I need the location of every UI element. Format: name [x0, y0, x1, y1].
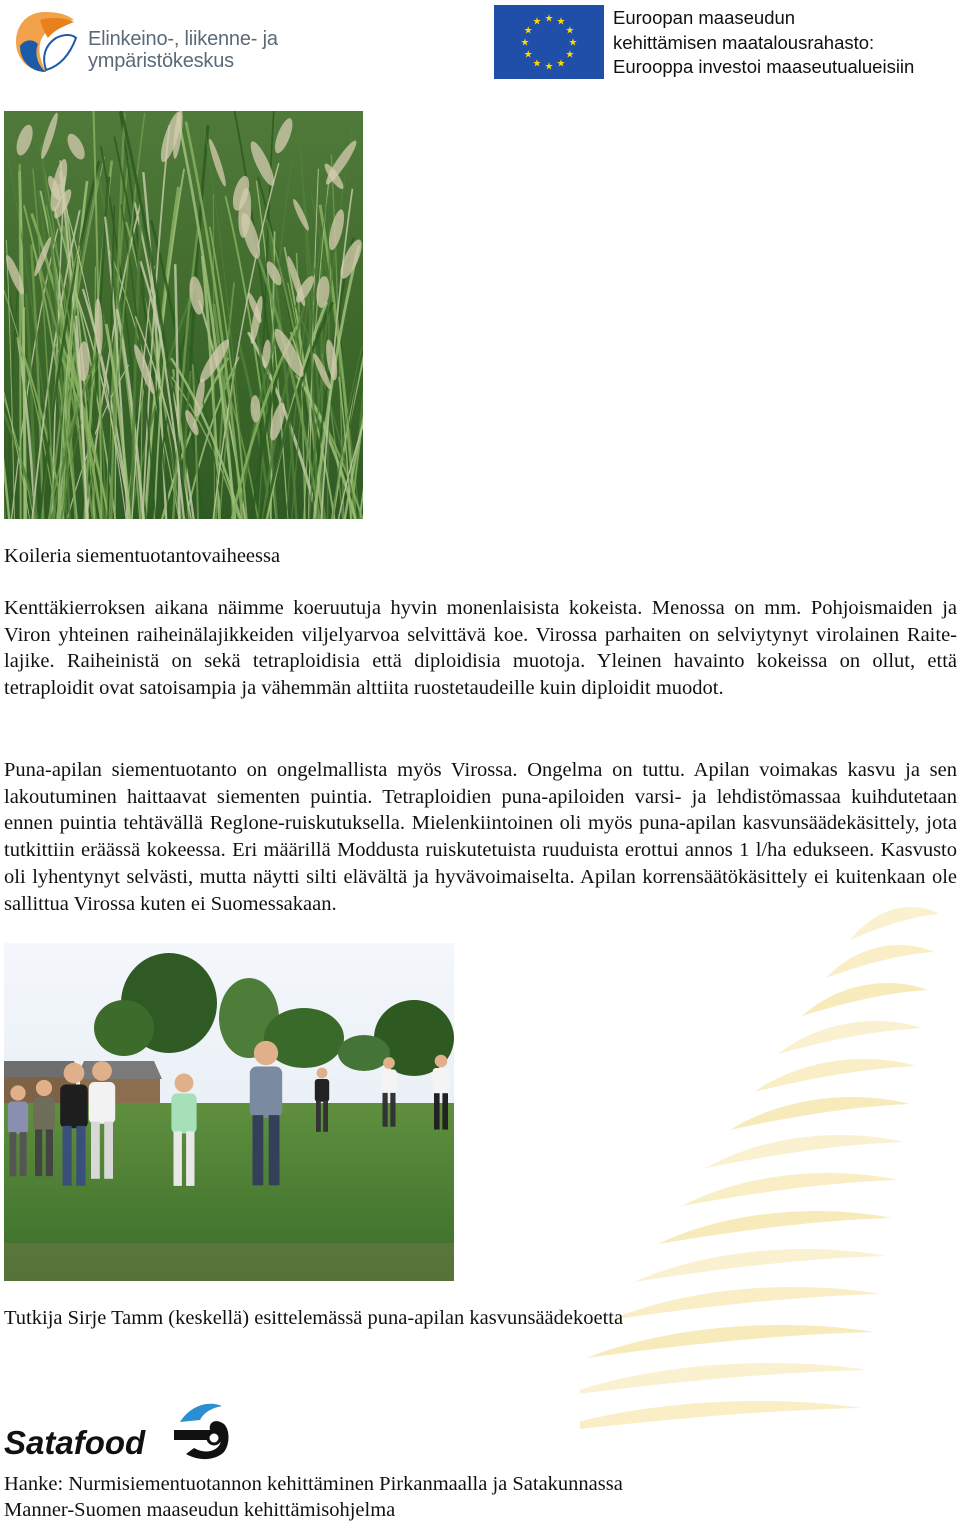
wheat-grain-shape	[778, 1021, 922, 1054]
field-image	[4, 943, 454, 1281]
eu-star-icon: ★	[565, 49, 575, 61]
ely-logo	[12, 8, 78, 76]
wheat-grain-shape	[580, 1363, 868, 1396]
ely-logo-mark-icon	[12, 8, 78, 76]
eu-fund-line-1: Euroopan maaseudun	[613, 7, 796, 28]
grass-photo	[4, 111, 363, 519]
wheat-grain-shape	[706, 1135, 904, 1168]
wheat-grain-shape	[658, 1211, 892, 1244]
wheat-grain-shape	[586, 1325, 874, 1358]
wheat-grain-shape	[634, 1249, 886, 1282]
paragraph-red-clover: Puna-apilan siementuotanto on ongelmallista myös Virossa. Ongelma on tuttu. Apilan voimakas kasvu ja sen lakoutuminen haittaavat siementen puintia. Tetraploidien puna-apiloiden varsi- ja lehdistömassaa kuihdutetaan ennen puintia tehtävällä Reglone-ruiskutuksella. Mielenkiintoinen oli myös puna-apilan kasvunsäädekäsittely, jota tutkittiin eräässä kokeessa. Eri määrillä Moddusta ruiskutetuista ruuduista erottui annos 1 l/ha edukseen. Kasvusto oli lyhentynyt selvästi, mutta näytti silti elävältä ja hyvävoimaiselta. Apilan korrensäätökäsittely ei kuitenkaan ole sallittua Virossa kuten ei Suomessakaan.	[4, 759, 957, 915]
grass-photo-caption: Koileria siementuotantovaiheessa	[4, 545, 281, 567]
satafood-logo-text: Satafood	[4, 1424, 146, 1461]
eu-star-icon: ★	[565, 25, 575, 37]
eu-star-icon: ★	[523, 25, 533, 37]
eu-star-icon: ★	[556, 58, 566, 70]
eu-fund-line-2: kehittämisen maatalousrahasto:	[613, 31, 875, 53]
eu-star-icon: ★	[544, 13, 554, 25]
eu-star-icon: ★	[523, 49, 533, 61]
paragraph-field-tour: Kenttäkierroksen aikana näimme koeruutuja hyvin monenlaisista kokeista. Menossa on mm. Pohjoismaiden ja Viron yhteinen raiheinälajikkeiden viljelyarvoa selvittävä koe. Virossa parhaiten on selviytynyt virolainen Raite- lajike. Raiheinistä on sekä tetraploidisia että diploidisia muotoja. Yleinen havainto kokeissa on ollut, että tetraploidit ovat satoisampia ja vähemmän alttiita ruostetaudeille kuin diploidit muodot.	[4, 597, 957, 700]
eu-star-icon: ★	[556, 16, 566, 28]
satafood-logo	[4, 1400, 244, 1468]
wheat-grain-shape	[802, 983, 928, 1016]
satafood-bird-icon	[174, 1404, 229, 1459]
footer-programme: Manner-Suomen maaseudun kehittämisohjelma	[4, 1499, 396, 1521]
ely-logo-text	[88, 28, 278, 72]
wheat-grain-shape	[754, 1059, 916, 1092]
eu-fund-text	[613, 6, 914, 80]
eu-star-icon: ★	[520, 37, 530, 49]
field-photo-caption: Tutkija Sirje Tamm (keskellä) esittelemässä puna-apilan kasvunsäädekoetta	[4, 1307, 624, 1329]
satafood-logo-mark	[4, 1400, 244, 1468]
wheat-ear-icon	[580, 890, 960, 1460]
field-photo	[4, 943, 454, 1281]
wheat-grain-shape	[730, 1097, 910, 1130]
eu-star-icon: ★	[568, 37, 578, 49]
eu-stars-icon	[494, 5, 604, 79]
wheat-grain-shape	[580, 1401, 862, 1434]
wheat-grain-shape	[682, 1173, 898, 1206]
footer-project: Hanke: Nurmisiementuotannon kehittäminen Pirkanmaalla ja Satakunnassa	[4, 1473, 623, 1495]
wheat-decoration	[580, 890, 960, 1460]
eu-flag	[494, 5, 604, 79]
eu-fund-line-3: Eurooppa investoi maaseutualueisiin	[613, 56, 915, 77]
ely-logo-line-1: Elinkeino-, liikenne- ja	[88, 28, 278, 50]
ely-logo-line-2: ympäristökeskus	[88, 50, 234, 72]
eu-star-icon: ★	[532, 16, 542, 28]
eu-star-icon: ★	[532, 58, 542, 70]
footer	[4, 1471, 623, 1523]
wheat-grain-shape	[826, 945, 934, 978]
eu-star-icon: ★	[544, 61, 554, 73]
wheat-grain-shape	[610, 1287, 880, 1320]
grass-image	[4, 111, 363, 519]
